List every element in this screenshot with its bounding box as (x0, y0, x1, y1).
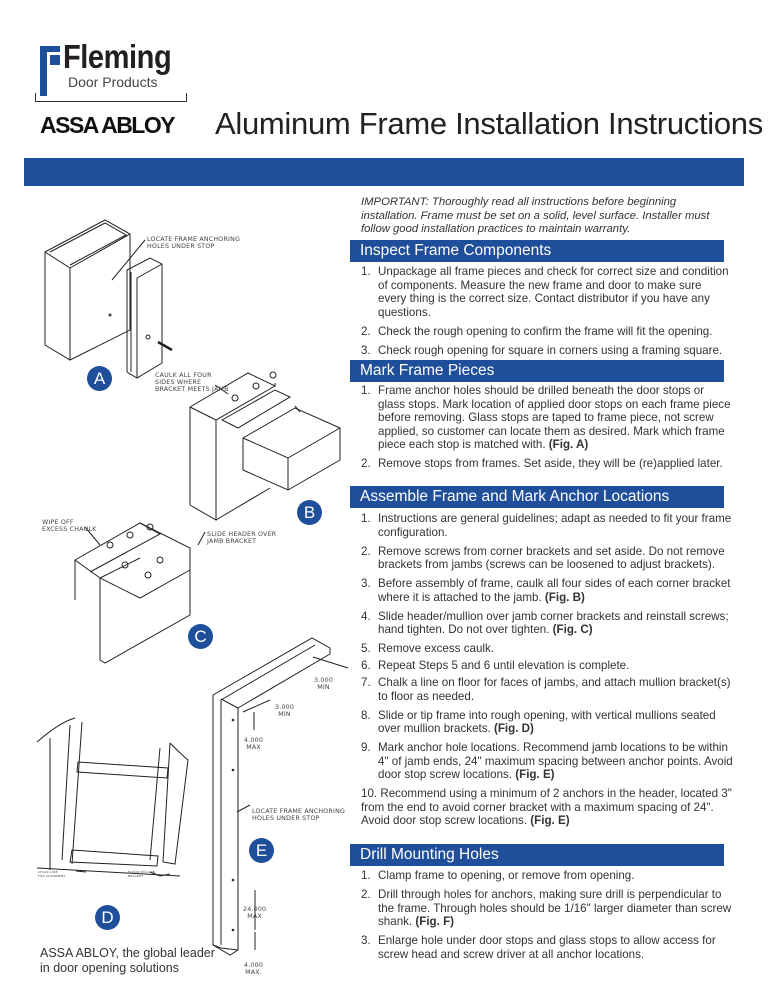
fig-e-dim-header (314, 677, 333, 691)
callout-line: JAMB BRACKET (207, 538, 257, 545)
dimension-unit: MIN (278, 711, 291, 718)
dimension-value: 3.000 (275, 704, 295, 711)
step-text: Remove excess caulk. (378, 642, 494, 655)
step-number: 3. (361, 343, 371, 357)
step-number: 2. (361, 888, 371, 901)
dimension-unit: MAX (247, 913, 262, 920)
dimension-value: 4.000 (244, 737, 264, 744)
fig-d-bracket-callout (128, 871, 155, 878)
figure-e-badge: E (249, 838, 274, 863)
fig-e-dim-bottom (244, 962, 263, 976)
step-text: Recommend using a minimum of 2 anchors in the header, located 3" from the end to avoid corner bracket with a maximum spacing of 24". Avoid door stop screw locations. (361, 787, 732, 827)
step-text: Unpackage all frame pieces and check for correct size and condition of components. Measure the new frame and door to make sure every thing is the correct size. Contact distributor if you have any questions. (378, 265, 729, 319)
step-number: 7. (361, 676, 371, 689)
fig-c-wipe-callout (42, 519, 97, 533)
step-text: Enlarge hole under door stops and glass stops to allow access for screw head and screw driver at all anchor locations. (378, 934, 716, 961)
section-heading-assemble: Assemble Frame and Mark Anchor Locations (350, 486, 724, 508)
step-text: Check rough opening for square in corners using a framing square. (378, 343, 723, 357)
fig-e-dim-top (244, 737, 263, 751)
step-number: 3. (361, 934, 371, 947)
step-text: Check the rough opening to confirm the frame will fit the opening. (378, 324, 713, 338)
figure-reference: (Fig. E) (515, 768, 555, 781)
section-heading-inspect: Inspect Frame Components (350, 240, 724, 262)
step-number: 6. (361, 659, 371, 672)
important-notice: IMPORTANT: Thoroughly read all instructions before beginning installation. Frame must be set on a solid, level surface. Installer must follow good installation practices to maintain warranty. (361, 196, 710, 235)
dimension-value: 3.000 (314, 677, 334, 684)
step-number: 9. (361, 741, 371, 754)
step-text: Repeat Steps 5 and 6 until elevation is complete. (378, 659, 630, 672)
figure-c-drawing (75, 523, 205, 663)
figure-a-badge: A (87, 366, 112, 391)
step-number: 2. (361, 544, 371, 558)
figure-reference: (Fig. A) (548, 438, 589, 451)
step-text: Chalk a line on floor for faces of jambs, and attach mullion bracket(s) to floor as needed. (378, 676, 731, 703)
callout-line: SLIDE HEADER OVER (207, 531, 277, 538)
step-number: 2. (361, 324, 371, 338)
callout-line: FOR ALIGNMENT (38, 873, 66, 878)
page-title: Aluminum Frame Installation Instructions (215, 106, 763, 141)
step-number: 8. (361, 708, 371, 722)
step-number: 5. (361, 642, 371, 655)
callout-line: LOCATE FRAME ANCHORING (147, 236, 241, 243)
step-text: Frame anchor holes should be drilled beneath the door stops or glass stops. Mark location of applied door stops on each frame piece before removing. Glass stops are taped to frame piece, not screw applied, so customer can locate them as desired. Mark which frame piece each stop is matched with. (378, 384, 731, 451)
tagline-line: ASSA ABLOY, the global leader (40, 946, 215, 960)
step-number: 4. (361, 609, 371, 623)
fig-e-callout (252, 808, 345, 822)
callout-line: WIPE OFF (42, 519, 74, 526)
fig-e-dim-corner (275, 704, 294, 718)
step-number: 1. (361, 512, 371, 525)
dimension-value: 24.000 (243, 906, 267, 913)
figure-reference: (Fig. D) (493, 722, 534, 735)
section-heading-mark: Mark Frame Pieces (350, 360, 724, 382)
step-text: Slide or tip frame into rough opening, with vertical mullions seated over mullion brackets. (378, 708, 716, 735)
step-text: Before assembly of frame, caulk all four sides of each corner bracket where it is attached to the jamb. (378, 577, 731, 604)
callout-line: CAULK ALL FOUR (155, 372, 212, 379)
callout-line: BRACKET (128, 873, 144, 878)
figure-b-badge: B (297, 500, 322, 525)
callout-line: SIDES WHERE (155, 379, 202, 386)
figure-d-badge: D (95, 905, 120, 930)
callout-line: HOLES UNDER STOP (147, 243, 215, 250)
fig-c-slide-callout (207, 531, 276, 545)
dimension-unit: MIN (317, 684, 330, 691)
step-text: Remove screws from corner brackets and set aside. Do not remove brackets from jambs (screws can be loosened to adjust brackets). (378, 544, 725, 571)
callout-line: FLOOR MULLION (128, 870, 156, 874)
step-number: 2. (361, 457, 371, 470)
step-number: 10. (361, 787, 378, 800)
figure-reference: (Fig. C) (552, 623, 593, 636)
footer-tagline (40, 946, 215, 976)
fig-b-callout (155, 372, 229, 393)
fig-d-chalk-callout (38, 871, 65, 878)
figure-reference: (Fig. F) (415, 915, 455, 928)
fig-e-dim-spacing (243, 906, 266, 920)
step-text: Remove stops from frames. Set aside, they will be (re)applied later. (378, 457, 723, 470)
step-number: 1. (361, 869, 371, 882)
dimension-value: 4.000 (244, 962, 264, 969)
figure-c-badge: C (188, 624, 213, 649)
callout-line: BRACKET MEETS JAMB (155, 386, 229, 393)
section-heading-drill: Drill Mounting Holes (350, 844, 724, 866)
callout-line: HOLES UNDER STOP (252, 815, 320, 822)
step-text: Clamp frame to opening, or remove from opening. (378, 869, 635, 882)
dimension-unit: MAX (246, 744, 261, 751)
step-number: 1. (361, 265, 371, 278)
figure-b-drawing (190, 372, 340, 520)
tagline-line: in door opening solutions (40, 961, 179, 975)
fleming-logo-subtitle: Door Products (68, 74, 158, 90)
callout-line: LOCATE FRAME ANCHORING (252, 808, 346, 815)
step-text: Mark anchor hole locations. Recommend jamb locations to be within 4" of jamb ends, 24" maximum spacing between anchor points. Avoid door stop screw locations. (378, 741, 733, 781)
assa-abloy-logo: ASSA ABLOY (40, 112, 175, 138)
fig-a-callout (147, 236, 240, 250)
step-text: Drill through holes for anchors, making sure drill is perpendicular to the frame. Through holes should be 1/16" larger diameter than screw shank. (378, 888, 732, 928)
dimension-unit: MAX. (245, 969, 262, 976)
step-text: Instructions are general guidelines; adapt as needed to fit your frame configuration. (378, 512, 732, 539)
figure-reference: (Fig. B) (544, 590, 585, 604)
callout-line: EXCESS CHAULK (42, 526, 97, 533)
figure-reference: (Fig. E) (530, 814, 570, 827)
step-text: Slide header/mullion over jamb corner brackets and reinstall screws; hand tighten. Do not over tighten. (378, 609, 729, 636)
step-number: 3. (361, 577, 371, 590)
step-number: 1. (361, 384, 371, 397)
figure-d-drawing (37, 718, 188, 876)
fleming-logo: Fleming (63, 38, 172, 75)
callout-line: CHALK LINE (38, 870, 58, 874)
